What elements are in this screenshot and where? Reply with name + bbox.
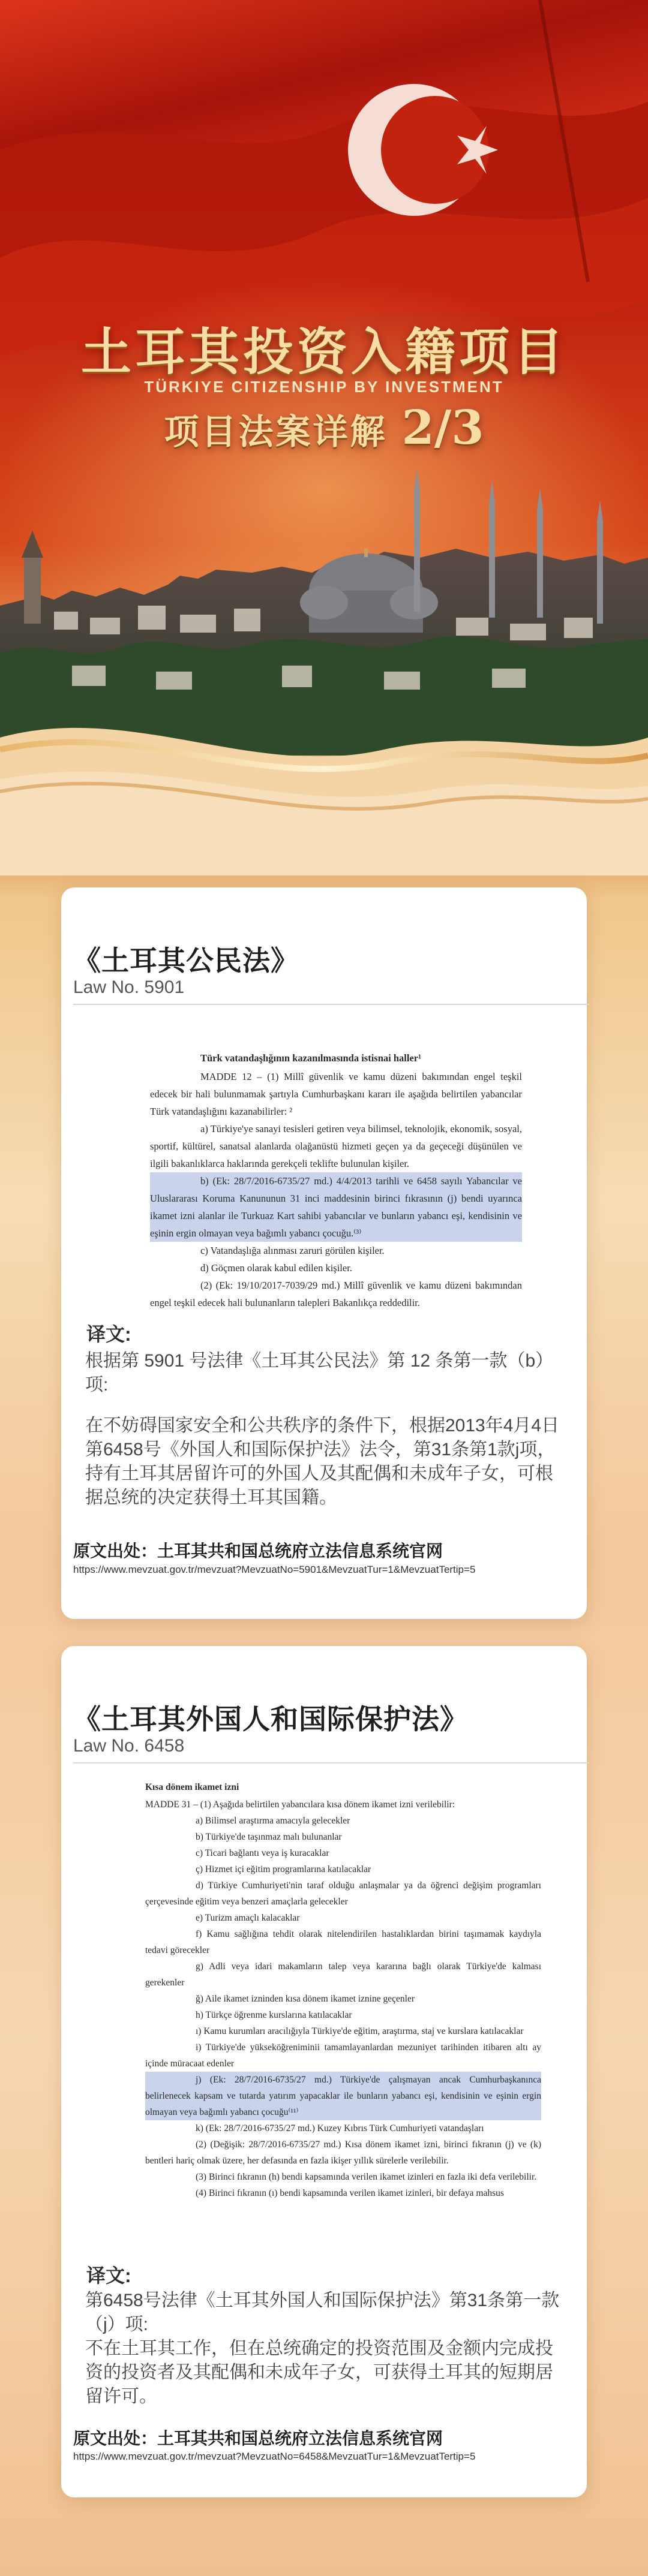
excerpt-item: d) Türkiye Cumhuriyeti'nin taraf olduğu anlaşmalar ya da öğrenci değişim programları çerçevesinde eğitim veya benzeri amaçlarla gelecekler (145, 1880, 541, 1907)
excerpt-paragraph: MADDE 12 – (1) Millî güvenlik ve kamu düzeni bakımından engel teşkil edecek bir hali bulunmamak şartıyla Cumhurbaşkanı kararı ile aşağıda belirtilen yabancılar Türk vatandaşlığını kazanabilirler: ² (150, 1071, 522, 1117)
law-card-6458 (61, 1646, 587, 2497)
excerpt-item-c: c) Vatandaşlığa alınması zaruri görülen kişiler. (200, 1245, 385, 1256)
law-title: 《土耳其公民法》 (73, 945, 299, 976)
excerpt-paragraph-4: (4) Birinci fıkranın (ı) bendi kapsamında verilen ikamet izinleri, bir defaya mahsus (196, 2188, 504, 2198)
source-url: https://www.mevzuat.gov.tr/mevzuat?MevzuatNo=5901&MevzuatTur=1&MevzuatTertip=5 (73, 1564, 476, 1575)
excerpt-paragraph: MADDE 31 – (1) Aşağıda belirtilen yabancılara kısa dönem ikamet izni verilebilir: (145, 1799, 455, 1810)
page-title-english: TÜRKIYE CITIZENSHIP BY INVESTMENT (144, 378, 504, 396)
subtitle-part-number: 2/3 (401, 401, 484, 455)
source-label: 原文出处：土耳其共和国总统府立法信息系统官网 (73, 2429, 443, 2448)
translation-text (85, 1349, 565, 1510)
excerpt-item: ı) Kamu kurumları aracılığıyla Türkiye'de eğitim, araştırma, staj ve kurslara katılacaklar (196, 2026, 524, 2036)
excerpt-item: a) Bilimsel araştırma amacıyla gelecekler (196, 1816, 350, 1826)
excerpt-paragraph-2: (2) (Değişik: 28/7/2016-6735/27 md.) Kısa dönem ikamet izni, birinci fıkranın (j) ve (k) bentleri hariç olmak üzere, her defasında en fazla ikişer yıllık sürelerle verilebilir. (145, 2139, 541, 2166)
translation-text (85, 2289, 565, 2409)
excerpt-paragraph-2: (2) (Ek: 19/10/2017-7039/29 md.) Millî güvenlik ve kamu düzeni bakımından engel teşkil edecek hali bulunanların talepleri Bakanlıkça reddedilir. (150, 1280, 522, 1308)
translation-line-1: 第6458号法律《土耳其外国人和国际保护法》第31条第一款（j）项: (85, 2291, 560, 2334)
divider (73, 1004, 589, 1005)
law-card-5901 (61, 887, 587, 1619)
excerpt-item: f) Kamu sağlığına tehdit olarak nitelendirilen hastalıklardan birini taşımamak kaydıyla tedavi görecekler (145, 1929, 541, 1955)
translation-label: 译文: (86, 2265, 131, 2286)
excerpt-heading: Kısa dönem ikamet izni (145, 1782, 239, 1792)
law-number: Law No. 5901 (73, 977, 185, 997)
hero-banner (0, 0, 648, 875)
law-title: 《土耳其外国人和国际保护法》 (73, 1704, 468, 1735)
translation-line-2: 不在土耳其工作，但在总统确定的投资范围及金额内完成投资的投资者及其配偶和未成年子女，可获得土耳其的短期居留许可。 (85, 2339, 553, 2406)
source-url: https://www.mevzuat.gov.tr/mevzuat?MevzuatNo=6458&MevzuatTur=1&MevzuatTertip=5 (73, 2451, 476, 2462)
law-number: Law No. 6458 (73, 1736, 185, 1756)
excerpt-item: e) Turizm amaçlı kalacaklar (196, 1913, 300, 1923)
excerpt-item: h) Türkçe öğrenme kurslarına katılacaklar (196, 2010, 352, 2020)
source-label: 原文出处：土耳其共和国总统府立法信息系统官网 (73, 1542, 443, 1560)
divider (73, 1762, 589, 1764)
excerpt-heading: Türk vatandaşlığının kazanılmasında istisnai haller¹ (200, 1052, 422, 1064)
excerpt-item-k: k) (Ek: 28/7/2016-6735/27 md.) Kuzey Kıbrıs Türk Cumhuriyeti vatandaşları (196, 2123, 484, 2133)
translation-line-1: 根据第 5901 号法律《土耳其公民法》第 12 条第一款（b）项: (85, 1351, 554, 1395)
excerpt-item-a: a) Türkiye'ye sanayi tesisleri getiren veya bilimsel, teknolojik, ekonomik, sosyal, sportif, kültürel, sanatsal alanlarda olağanüstü hizmeti geçen ya da geçeceği düşünülen ve ilgili bakanlıklarca haklarında gerekçeli teklifte bulunulan kişiler. (150, 1123, 522, 1169)
page-title: 土耳其投资入籍项目 (80, 322, 567, 381)
excerpt-item: c) Ticari bağlantı veya iş kuracaklar (196, 1848, 329, 1858)
law-excerpt-image (150, 1049, 522, 1311)
subtitle-text: 项目法案详解 (164, 411, 388, 452)
excerpt-item: ç) Hizmet içi eğitim programlarına katılacaklar (196, 1864, 371, 1874)
translation-line-2: 在不妨碍国家安全和公共秩序的条件下，根据2013年4月4日第6458号《外国人和国际保护法》法令，第31条第1款j项，持有土耳其居留许可的外国人及其配偶和未成年子女，可根据总统的决定获得土耳其国籍。 (85, 1416, 560, 1507)
excerpt-item: ğ) Aile ikamet izninden kısa dönem ikamet iznine geçenler (196, 1994, 415, 2004)
page-subtitle (0, 401, 648, 455)
translation-label: 译文: (86, 1323, 131, 1345)
excerpt-item: g) Adli veya idari makamların talep veya kararına bağlı olarak Türkiye'de kalması gerekenler (145, 1961, 541, 1988)
excerpt-item-j-highlighted: j) (Ek: 28/7/2016-6735/27 md.) Türkiye'de çalışmayan ancak Cumhurbaşkanınca belirlenecek kapsam ve tutarda yatırım yapacaklar ile bunların yabancı eşi, kendisinin ve eşinin ergin olmayan veya bağımlı yabancı çocuğu⁽¹¹⁾ (145, 2072, 541, 2120)
law-excerpt-image (145, 1779, 541, 2201)
excerpt-item-d: d) Göçmen olarak kabul edilen kişiler. (200, 1262, 352, 1274)
excerpt-item-b-highlighted: b) (Ek: 28/7/2016-6735/27 md.) 4/4/2013 tarihli ve 6458 sayılı Yabancılar ve Uluslararası Koruma Kanununun 31 inci maddesinin birinci fıkrasının (j) bendi uyarınca ikamet izni alanlar ile Turkuaz Kart sahibi yabancılar ve bunların yabancı eşi, kendisinin ve eşinin ergin olmayan veya bağımlı yabancı çocuğu.⁽³⁾ (150, 1172, 522, 1242)
excerpt-item: b) Türkiye'de taşınmaz malı bulunanlar (196, 1832, 342, 1842)
excerpt-paragraph-3: (3) Birinci fıkranın (h) bendi kapsamında verilen ikamet izinleri en fazla iki defa verilebilir. (196, 2172, 537, 2182)
excerpt-item: i) Türkiye'de yükseköğreniminii tamamlayanlardan mezuniyet tarihinden itibaren altı ay içinde müracaat edenler (145, 2042, 541, 2069)
